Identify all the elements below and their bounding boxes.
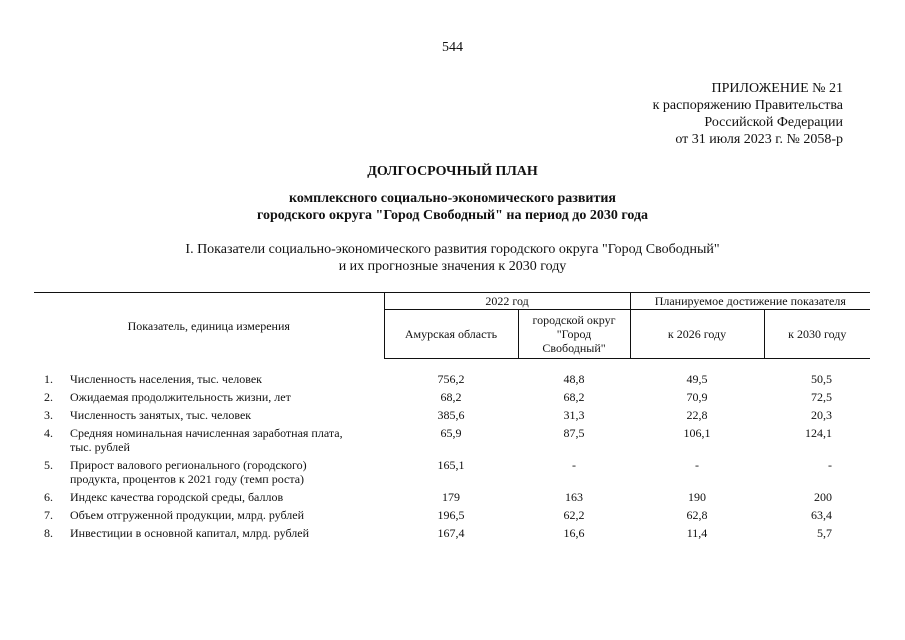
- table-row: [34, 423, 870, 455]
- indicators-table: [34, 292, 870, 541]
- subtitle-line-1: комплексного социально-экономического развития: [288, 191, 617, 206]
- row-2026-value: 62,8: [686, 508, 708, 522]
- section-line-1: I. Показатели социально-экономического развития городского округа "Город Свободный": [185, 242, 720, 257]
- row-2026-value: 11,4: [686, 526, 708, 540]
- header-indicator: Показатель, единица измерения: [34, 293, 384, 359]
- appendix-line-1: ПРИЛОЖЕНИЕ № 21: [711, 81, 843, 96]
- row-region-value: 756,2: [437, 372, 465, 386]
- table-row: [34, 405, 870, 423]
- table-row: [34, 505, 870, 523]
- appendix-line-3: Российской Федерации: [704, 115, 843, 130]
- table-row: [34, 369, 870, 387]
- table-row: [34, 455, 870, 487]
- row-2026-value: 22,8: [686, 408, 708, 422]
- row-indicator-name-line-1: Прирост валового регионального (городского): [70, 458, 307, 472]
- row-number: 6.: [44, 490, 53, 504]
- row-indicator-name-line-2: тыс. рублей: [70, 440, 130, 454]
- appendix-block: [653, 80, 843, 148]
- row-city-value: 163: [565, 490, 584, 504]
- header-city: [518, 310, 630, 359]
- row-number: 2.: [44, 390, 53, 404]
- row-2030-value: 200: [814, 490, 833, 504]
- header-city-line-2: "Город: [556, 327, 592, 341]
- row-region-value: 196,5: [437, 508, 465, 522]
- appendix-line-2: к распоряжению Правительства: [652, 98, 843, 113]
- header-group-planned: Планируемое достижение показателя: [630, 293, 870, 310]
- row-number: 1.: [44, 372, 53, 386]
- header-2026: к 2026 году: [630, 310, 764, 359]
- row-2030-value: 124,1: [805, 426, 833, 440]
- row-indicator-name: Объем отгруженной продукции, млрд. рублей: [70, 508, 305, 522]
- row-2026-value: 106,1: [683, 426, 711, 440]
- table-row: [34, 523, 870, 541]
- row-city-value: -: [572, 458, 577, 472]
- row-city-value: 68,2: [563, 390, 585, 404]
- row-indicator-name: Инвестиции в основной капитал, млрд. рублей: [70, 526, 310, 540]
- row-indicator-name-line-2: продукта, процентов к 2021 году (темп роста): [70, 472, 305, 486]
- row-2026-value: 70,9: [686, 390, 708, 404]
- row-2030-value: 63,4: [811, 508, 833, 522]
- row-region-value: 165,1: [437, 458, 465, 472]
- row-2026-value: 49,5: [686, 372, 708, 386]
- row-indicator-name-line-1: Средняя номинальная начисленная заработная плата,: [70, 426, 343, 440]
- row-indicator-name: Численность населения, тыс. человек: [70, 372, 263, 386]
- row-city-value: 31,3: [563, 408, 585, 422]
- row-city-value: 62,2: [563, 508, 585, 522]
- row-2030-value: 50,5: [811, 372, 833, 386]
- document-subtitle: [0, 190, 905, 224]
- row-region-value: 385,6: [437, 408, 465, 422]
- row-region-value: 68,2: [440, 390, 462, 404]
- row-indicator-name: [68, 423, 384, 455]
- row-number: 5.: [44, 458, 53, 472]
- header-city-line-1: городской округ: [532, 313, 616, 327]
- header-2030: к 2030 году: [764, 310, 870, 359]
- row-2026-value: -: [695, 458, 700, 472]
- row-2030-value: 20,3: [811, 408, 833, 422]
- appendix-line-4: от 31 июля 2023 г. № 2058-р: [675, 132, 843, 147]
- section-title: [0, 241, 905, 275]
- page-number: 544: [442, 40, 463, 55]
- section-line-2: и их прогнозные значения к 2030 году: [338, 259, 567, 274]
- row-region-value: 65,9: [440, 426, 462, 440]
- header-group-2022: 2022 год: [384, 293, 630, 310]
- row-indicator-name: Ожидаемая продолжительность жизни, лет: [70, 390, 291, 404]
- row-number: 7.: [44, 508, 53, 522]
- row-city-value: 48,8: [563, 372, 585, 386]
- table-row: [34, 387, 870, 405]
- row-number: 3.: [44, 408, 53, 422]
- row-2030-value: 5,7: [817, 526, 833, 540]
- subtitle-line-2: городского округа "Город Свободный" на период до 2030 года: [256, 208, 649, 223]
- document-title: ДОЛГОСРОЧНЫЙ ПЛАН: [367, 164, 538, 179]
- row-2030-value: -: [828, 458, 833, 472]
- row-number: 8.: [44, 526, 53, 540]
- row-city-value: 16,6: [563, 526, 585, 540]
- row-2026-value: 190: [688, 490, 707, 504]
- row-city-value: 87,5: [563, 426, 585, 440]
- header-city-line-3: Свободный": [542, 341, 606, 355]
- row-number: 4.: [44, 426, 53, 440]
- row-region-value: 179: [442, 490, 461, 504]
- header-region: Амурская область: [384, 310, 518, 359]
- row-indicator-name: [68, 455, 384, 487]
- table-row: [34, 487, 870, 505]
- row-region-value: 167,4: [437, 526, 465, 540]
- row-indicator-name: Индекс качества городской среды, баллов: [70, 490, 284, 504]
- row-2030-value: 72,5: [811, 390, 833, 404]
- row-indicator-name: Численность занятых, тыс. человек: [70, 408, 252, 422]
